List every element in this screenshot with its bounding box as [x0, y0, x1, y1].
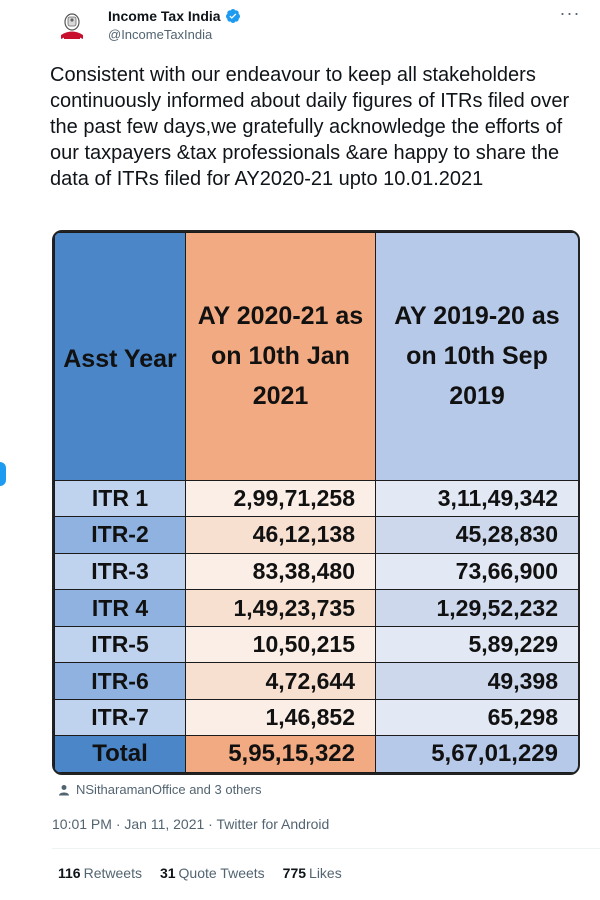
value-ay-2020-21: 2,99,71,258 [186, 480, 376, 517]
quote-tweets-label: Quote Tweets [178, 865, 265, 881]
total-ay-2019-20: 5,67,01,229 [376, 736, 579, 773]
value-ay-2019-20: 1,29,52,232 [376, 590, 579, 627]
table-row [55, 517, 579, 554]
row-label: ITR 4 [55, 590, 186, 627]
row-label: ITR-3 [55, 553, 186, 590]
table-row [55, 699, 579, 736]
header-ay-2020-21: AY 2020-21 as on 10th Jan 2021 [186, 233, 376, 481]
table-row [55, 480, 579, 517]
scroll-indicator [0, 462, 6, 486]
tweet-image[interactable] [52, 230, 580, 775]
row-label: ITR-7 [55, 699, 186, 736]
tagged-users-label: NSitharamanOffice and 3 others [76, 782, 262, 797]
person-icon [58, 784, 70, 796]
table-row [55, 590, 579, 627]
tagged-users[interactable] [58, 782, 261, 797]
retweets-count: 116 [58, 865, 81, 881]
value-ay-2020-21: 83,38,480 [186, 553, 376, 590]
tweet-text: Consistent with our endeavour to keep all stakeholders continuously informed about daily figures of ITRs filed over the past few days,we gratefully acknowledge the efforts of our taxpayers &tax professionals &are happy to share the data of ITRs filed for AY2020-21 upto 10.01.2021 [50, 64, 570, 190]
tweet-stats [58, 865, 342, 881]
value-ay-2020-21: 46,12,138 [186, 517, 376, 554]
total-label: Total [55, 736, 186, 773]
value-ay-2019-20: 65,298 [376, 699, 579, 736]
value-ay-2019-20: 45,28,830 [376, 517, 579, 554]
author-handle[interactable]: @IncomeTaxIndia [108, 27, 213, 42]
author-name[interactable]: Income Tax India [108, 8, 221, 24]
retweets-stat[interactable] [58, 865, 142, 881]
value-ay-2019-20: 5,89,229 [376, 626, 579, 663]
likes-stat[interactable] [283, 865, 342, 881]
row-label: ITR 1 [55, 480, 186, 517]
divider [52, 848, 600, 849]
row-label: ITR-6 [55, 663, 186, 700]
more-options-icon[interactable]: ··· [559, 3, 581, 23]
table-total-row [55, 736, 579, 773]
value-ay-2020-21: 1,46,852 [186, 699, 376, 736]
total-ay-2020-21: 5,95,15,322 [186, 736, 376, 773]
verified-badge-icon [225, 8, 241, 24]
table-row [55, 663, 579, 700]
avatar[interactable] [50, 6, 94, 50]
value-ay-2020-21: 10,50,215 [186, 626, 376, 663]
value-ay-2019-20: 73,66,900 [376, 553, 579, 590]
likes-count: 775 [282, 865, 307, 881]
income-tax-emblem-icon [50, 6, 94, 50]
header-ay-2019-20: AY 2019-20 as on 10th Sep 2019 [376, 233, 579, 481]
table-row [55, 553, 579, 590]
row-label: ITR-5 [55, 626, 186, 663]
value-ay-2019-20: 49,398 [376, 663, 579, 700]
table-row [55, 626, 579, 663]
value-ay-2020-21: 1,49,23,735 [186, 590, 376, 627]
tweet-header [50, 3, 590, 46]
retweets-label: Retweets [83, 865, 142, 881]
value-ay-2020-21: 4,72,644 [186, 663, 376, 700]
value-ay-2019-20: 3,11,49,342 [376, 480, 579, 517]
quote-tweets-count: 31 [159, 865, 176, 881]
header-asst-year: Asst Year [55, 233, 186, 481]
row-label: ITR-2 [55, 517, 186, 554]
likes-label: Likes [309, 865, 342, 881]
itr-table [54, 232, 579, 773]
quote-tweets-stat[interactable] [160, 865, 265, 881]
tweet-timestamp[interactable]: 10:01 PM · Jan 11, 2021 · Twitter for Android [52, 816, 330, 832]
